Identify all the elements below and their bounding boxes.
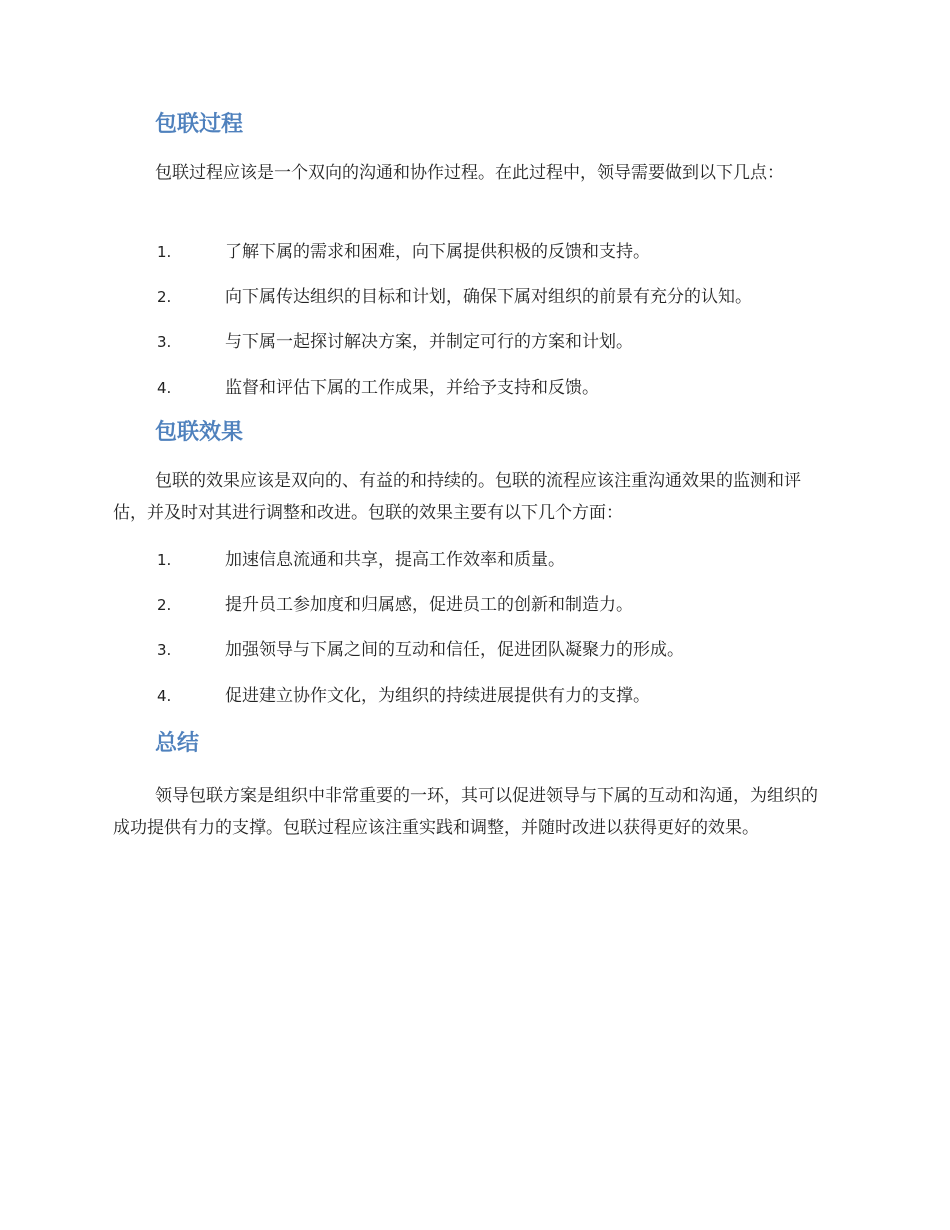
- section-paragraph: 包联的效果应该是双向的、有益的和持续的。包联的流程应该注重沟通效果的监测和评估，并及时对其进行调整和改进。包联的效果主要有以下几个方面：: [113, 471, 801, 523]
- list-item: [0, 634, 950, 666]
- list-number: 4.: [157, 379, 172, 397]
- list-number: 3.: [157, 641, 172, 659]
- list-text: 促进建立协作文化，为组织的持续进展提供有力的支撑。: [225, 686, 650, 706]
- section-paragraph: 领导包联方案是组织中非常重要的一环，其可以促进领导与下属的互动和沟通，为组织的成功提供有力的支撑。包联过程应该注重实践和调整，并随时改进以获得更好的效果。: [113, 786, 818, 838]
- list-text: 与下属一起探讨解决方案，并制定可行的方案和计划。: [225, 332, 633, 352]
- list-item: [0, 372, 950, 404]
- section-heading: 包联效果: [155, 420, 244, 445]
- section-paragraph: 包联过程应该是一个双向的沟通和协作过程。在此过程中，领导需要做到以下几点：: [155, 163, 784, 183]
- list-number: 1.: [157, 243, 172, 261]
- list-text: 了解下属的需求和困难，向下属提供积极的反馈和支持。: [225, 242, 650, 262]
- list-number: 4.: [157, 687, 172, 705]
- list-number: 1.: [157, 551, 172, 569]
- list-text: 加速信息流通和共享，提高工作效率和质量。: [225, 550, 565, 570]
- section-heading: 总结: [155, 731, 200, 756]
- list-item: [0, 680, 950, 712]
- list-text: 加强领导与下属之间的互动和信任，促进团队凝聚力的形成。: [225, 640, 684, 660]
- list-item: [0, 589, 950, 621]
- list-text: 提升员工参加度和归属感，促进员工的创新和制造力。: [225, 595, 633, 615]
- list-number: 2.: [157, 596, 172, 614]
- list-item: [0, 544, 950, 576]
- list-number: 2.: [157, 288, 172, 306]
- list-item: [0, 281, 950, 313]
- list-number: 3.: [157, 333, 172, 351]
- list-item: [0, 236, 950, 268]
- list-text: 监督和评估下属的工作成果，并给予支持和反馈。: [225, 378, 599, 398]
- list-item: [0, 326, 950, 358]
- section-heading: 包联过程: [155, 112, 244, 137]
- list-text: 向下属传达组织的目标和计划，确保下属对组织的前景有充分的认知。: [225, 287, 752, 307]
